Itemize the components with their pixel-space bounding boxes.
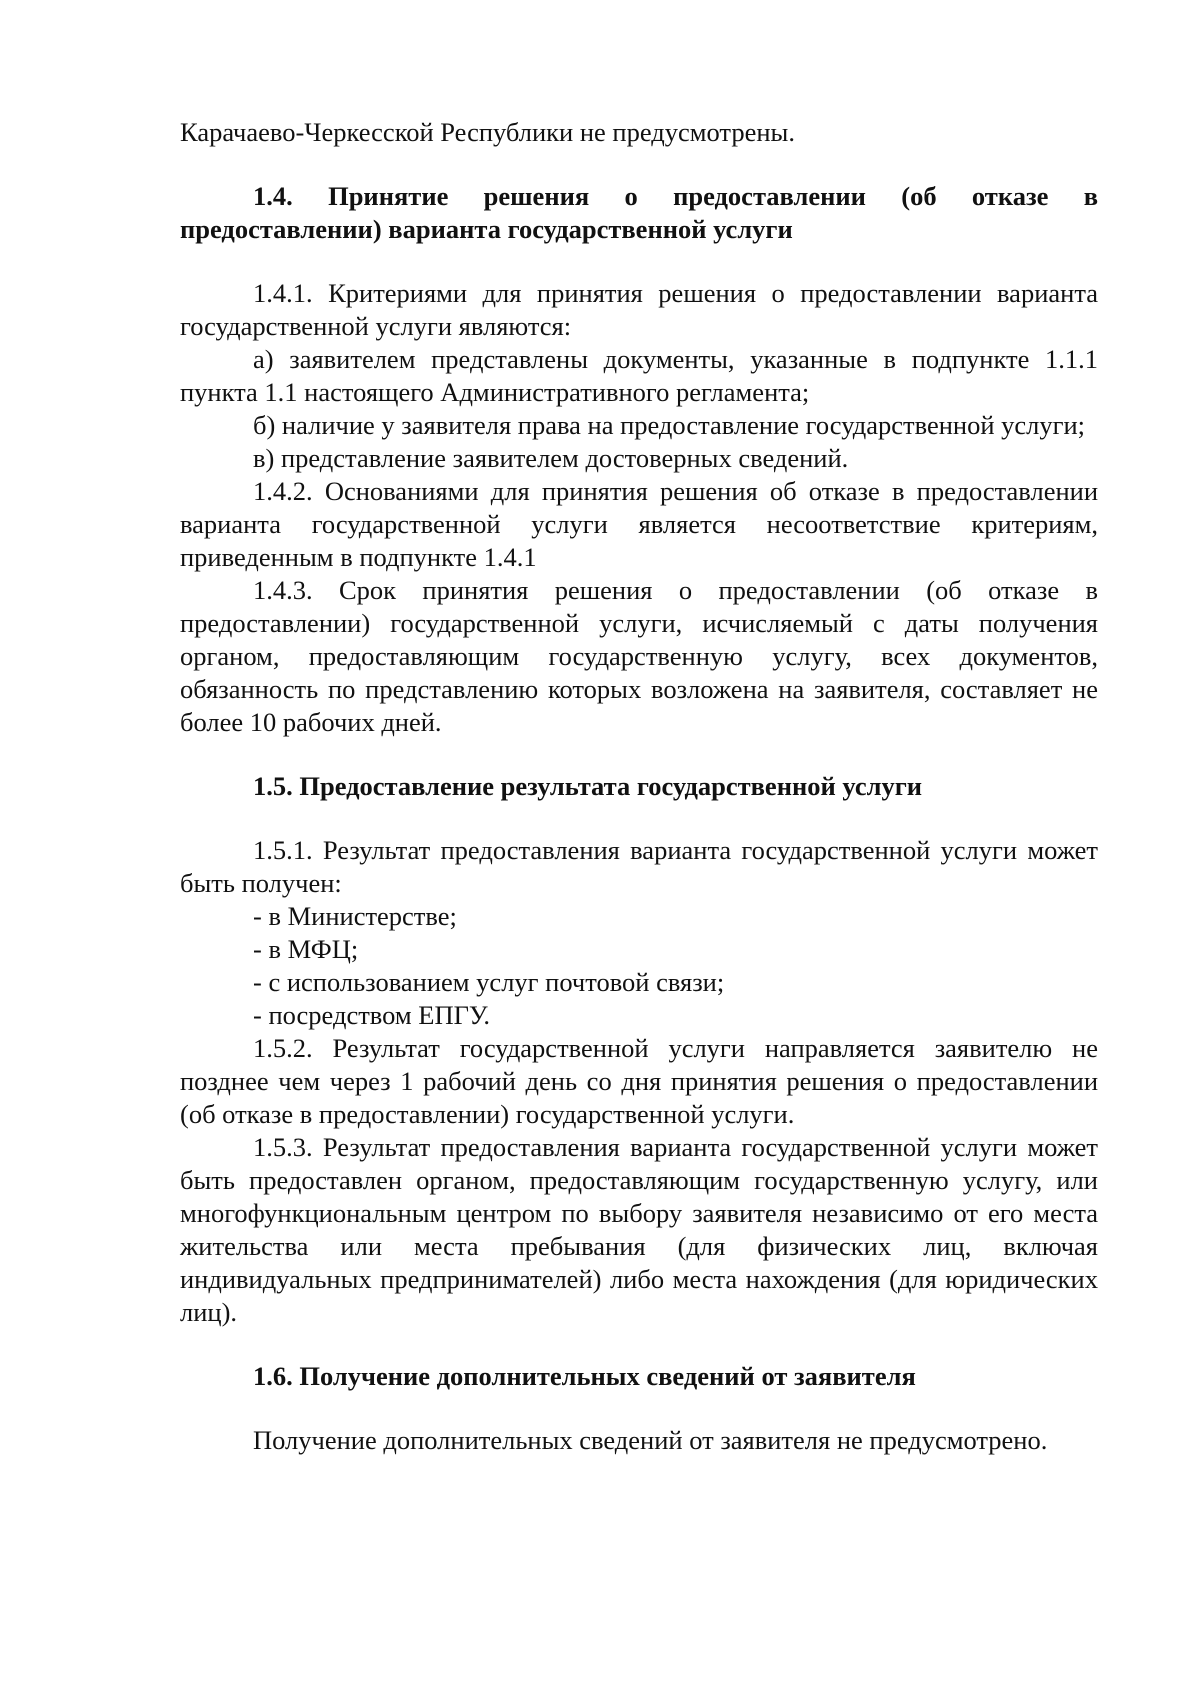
- section-1-5-body: [180, 834, 1098, 1329]
- paragraph-1-4-1: 1.4.1. Критериями для принятия решения о предоставлении варианта государственной услуги являются:: [180, 278, 1098, 341]
- section-1-4-heading-line1: 1.4. Принятие решения о предоставлении (об отказе в: [253, 181, 1098, 211]
- paragraph-1-4-2: 1.4.2. Основаниями для принятия решения об отказе в предоставлении варианта государственной услуги является несоответствие критериям, приведенным в подпункте 1.4.1: [180, 476, 1098, 572]
- paragraph-1-5-2: 1.5.2. Результат государственной услуги направляется заявителю не позднее чем через 1 рабочий день со дня принятия решения о предоставлении (об отказе в предоставлении) государственной услуги.: [180, 1033, 1098, 1129]
- paragraph-1-4-3: 1.4.3. Срок принятия решения о предоставлении (об отказе в предоставлении) государственной услуги, исчисляемый с даты получения органом, предоставляющим государственную услугу, всех документов, обязанность по представлению которых возложена на заявителя, составляет не более 10 рабочих дней.: [180, 575, 1098, 737]
- section-1-4-heading: [180, 180, 1098, 246]
- section-1-5-heading: 1.5. Предоставление результата государственной услуги: [253, 771, 922, 801]
- section-1-6-heading: 1.6. Получение дополнительных сведений от заявителя: [253, 1361, 916, 1391]
- section-1-6-body: [180, 1424, 1098, 1457]
- section-1-4-heading-line2: предоставлении) варианта государственной услуги: [180, 214, 793, 244]
- paragraph-1-5-3: 1.5.3. Результат предоставления варианта государственной услуги может быть предоставлен органом, предоставляющим государственную услугу, или многофункциональным центром по выбору заявителя независимо от его места жительства или места пребывания (для физических лиц, включая индивидуальных предпринимателей) либо места нахождения (для юридических лиц).: [180, 1132, 1098, 1327]
- intro-text: Карачаево-Черкесской Республики не предусмотрены.: [180, 117, 795, 147]
- paragraph-1-4-1-a: а) заявителем представлены документы, указанные в подпункте 1.1.1 пункта 1.1 настоящего Административного регламента;: [180, 344, 1098, 407]
- list-item: - посредством ЕПГУ.: [253, 1000, 490, 1030]
- section-1-4-body: [180, 277, 1098, 739]
- paragraph-1-6: Получение дополнительных сведений от заявителя не предусмотрено.: [253, 1425, 1048, 1455]
- paragraph-1-4-1-b: б) наличие у заявителя права на предоставление государственной услуги;: [253, 410, 1086, 440]
- paragraph-1-5-1: 1.5.1. Результат предоставления варианта государственной услуги может быть получен:: [180, 835, 1098, 898]
- list-item: - в Министерстве;: [253, 901, 457, 931]
- list-item: - с использованием услуг почтовой связи;: [253, 967, 725, 997]
- list-item: - в МФЦ;: [253, 934, 359, 964]
- paragraph-1-4-1-v: в) представление заявителем достоверных сведений.: [253, 443, 849, 473]
- document-page: [180, 116, 1098, 1457]
